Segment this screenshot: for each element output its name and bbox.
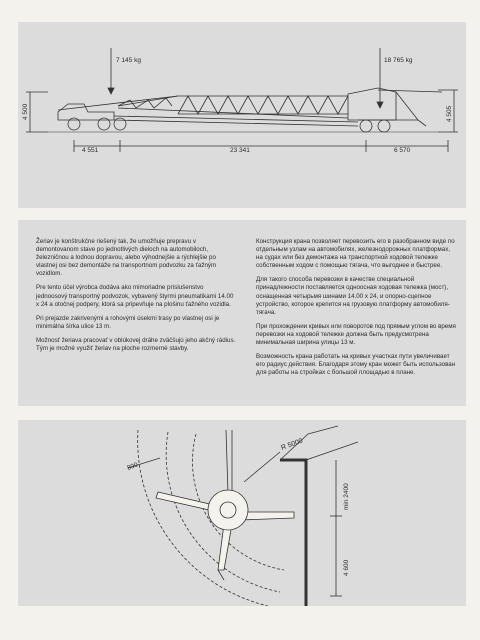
front-length-label: 4 551: [82, 147, 99, 154]
paragraph: Pre tento účel výrobca dodáva ako mimoriadne príslušenstvo jednoosový transportný podvozok, vybavený štyrmi pneumatikami 14.00 x 24 a otočnej podpery, ktorá sa pripevňuje na plošinu ťažného vozidla.: [36, 284, 234, 308]
crane-tower-base: [348, 88, 396, 120]
description-panel: [18, 220, 466, 406]
text-column-russian: [256, 238, 456, 383]
rear-load-label: 18 765 kg: [384, 57, 413, 64]
total-length-label: 23 341: [230, 147, 250, 154]
radius-label: R 5000: [280, 437, 304, 452]
bogie-wheel-2: [378, 120, 390, 132]
transport-drawing-panel: [18, 22, 466, 208]
crane-transport-drawing: [18, 22, 466, 208]
boom-lattice: [178, 96, 348, 114]
paragraph: При прохождении кривых или поворотов под прямым углом во время перевозки на ходовой тележке должна быть предусмотрена минимальная ширина улицы 13 м.: [256, 322, 456, 347]
front-height-label: 4 500: [22, 103, 29, 120]
rear-load-arrow-head: [377, 102, 383, 108]
street-width-label: 4 600: [343, 559, 350, 576]
width-label: 800: [126, 461, 139, 472]
turning-radius-panel: [18, 420, 466, 606]
paragraph: Žeriav je konštrukčne riešený tak, že umožňuje prepravu v demontovanom stave po jednotlivých dieloch na automobiloch, železničnou a lodnou dopravou, alebo výhodnejšie a rýchlejšie po vlastnej osi bez demontáže na transportnom podvozku za ťažným vozidlom.: [36, 238, 217, 278]
paragraph: Возможность крана работать на кривых участках пути увеличивает его радиус действия. Благодаря этому кран может быть использован для работы на стройках с большой площадью в плане.: [256, 353, 456, 377]
paragraph: Конструкция крана позволяет перевозить его в разобранном виде по отдельным узлам на автомобилях, железнодорожных платформах, на судах или без демонтажа на транспортной ходовой тележке собственным ходом с помощью тягача, что выгоднее и быстрее.: [256, 238, 455, 270]
paragraph: Možnosť žeriava pracovať v oblúkovej dráhe zväčšujú jeho akčný rádius. Tým je možné využiť žeriav na ploche rozmerné stavby.: [36, 336, 236, 353]
min-width-label: min 2400: [343, 483, 350, 510]
bogie-wheel-1: [360, 120, 372, 132]
crane-cross-base: [156, 430, 294, 580]
front-load-arrow-head: [108, 88, 114, 94]
paragraph: Для такого способа перевозки в качестве специальной принадлежности поставляется одноосная ходовая тележка (мост), оснащенная четырьмя шинами 14.00 x 24, и опорно-сцепное устройство, которое крепится на грузовую платформу автомобиля-тягача.: [256, 276, 450, 316]
paragraph: Pri prejazde zakrivenými a rohovými úsekmi trasy po vlastnej osi je minimálna šírka ulice 13 m.: [36, 314, 220, 330]
text-column-slovak: [36, 238, 236, 359]
turning-radius-drawing: [18, 420, 466, 606]
rear-height-label: 4 505: [446, 105, 453, 122]
front-load-label: 7 145 kg: [116, 57, 141, 64]
street-corner: [280, 460, 306, 606]
rear-length-label: 6 570: [394, 147, 411, 154]
